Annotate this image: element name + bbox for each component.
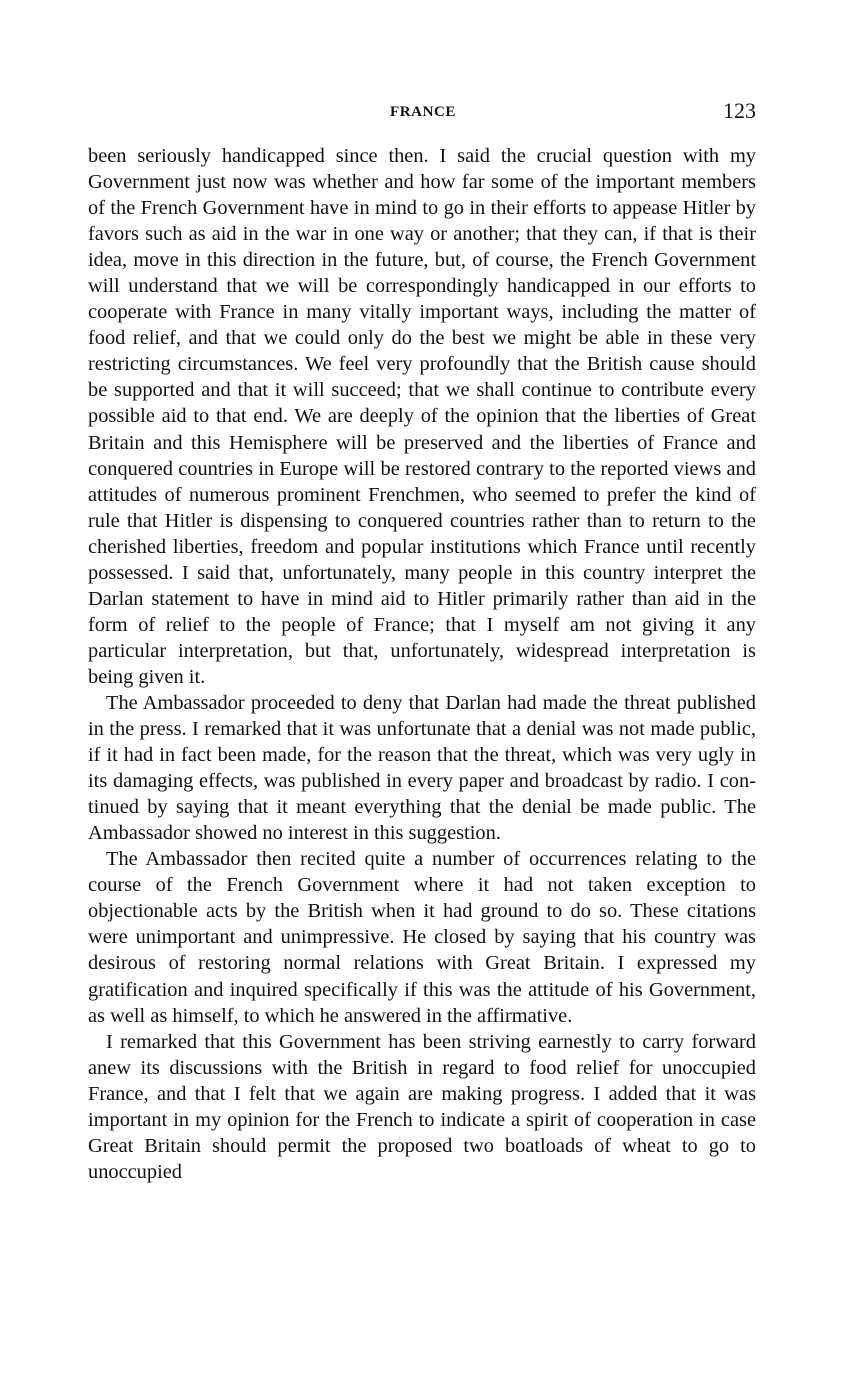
paragraph-1: been seriously handicapped since then. I said the crucial question with my Government just now was whether and how far some of the important members of the French Government have in mind to go in their efforts to appease Hitler by favors such as aid in the war in one way or another; that they can, if that is their idea, move in this direction in the future, but, of course, the French Government will understand that we will be correspondingly handicapped in our efforts to cooperate with France in many vitally important ways, including the matter of food relief, and that we could only do the best we might be able in these very restricting circumstances. We feel very profoundly that the British cause should be supported and that it will succeed; that we shall continue to contribute every possible aid to that end. We are deeply of the opinion that the liberties of Great Britain and this Hemisphere will be preserved and the liberties of France and conquered countries in Europe will be restored contrary to the reported views and attitudes of numerous prominent Frenchmen, who seemed to prefer the kind of rule that Hitler is dispensing to conquered countries rather than to return to the cherished liberties, freedom and popular institutions which France until recently possessed. I said that, unfortunately, many people in this country interpret the Darlan statement to have in mind aid to Hitler primarily rather than aid in the form of relief to the people of France; that I myself am not giving it any particular interpretation, but that, unfortunately, widespread interpretation is being given it. (88, 145, 756, 688)
running-title: FRANCE (389, 104, 457, 120)
running-head (88, 98, 758, 128)
paragraph-4: I remarked that this Government has been striving earnestly to carry forward anew its discussions with the British in regard to food relief for unoccupied France, and that I felt that we again are making progress. I added that it was important in my opinion for the French to indicate a spirit of cooperation in case Great Britain should permit the proposed two boatloads of wheat to go to unoccupied (88, 1030, 756, 1183)
paragraph-2: The Ambassador proceeded to deny that Darlan had made the threat published in the press. I remarked that it was unfortunate that a denial was not made public, if it had in fact been made, for the reason that the threat, which was very ugly in its damaging effects, was published in every paper and broadcast by radio. I continued by saying that it meant everything that the denial be made public. The Ambassador showed no interest in this suggestion. (88, 691, 756, 845)
page-number: 123 (723, 98, 756, 123)
paragraph-3: The Ambassador then recited quite a number of occurrences relating to the course of the French Government where it had not taken exception to objectionable acts by the British when it had ground to do so. These citations were unimportant and unimpressive. He closed by saying that his country was desirous of restoring normal relations with Great Britain. I expressed my gratification and inquired specifically if this was the attitude of his Government, as well as himself, to which he answered in the affirmative. (88, 848, 756, 1027)
body-text (88, 143, 756, 1185)
